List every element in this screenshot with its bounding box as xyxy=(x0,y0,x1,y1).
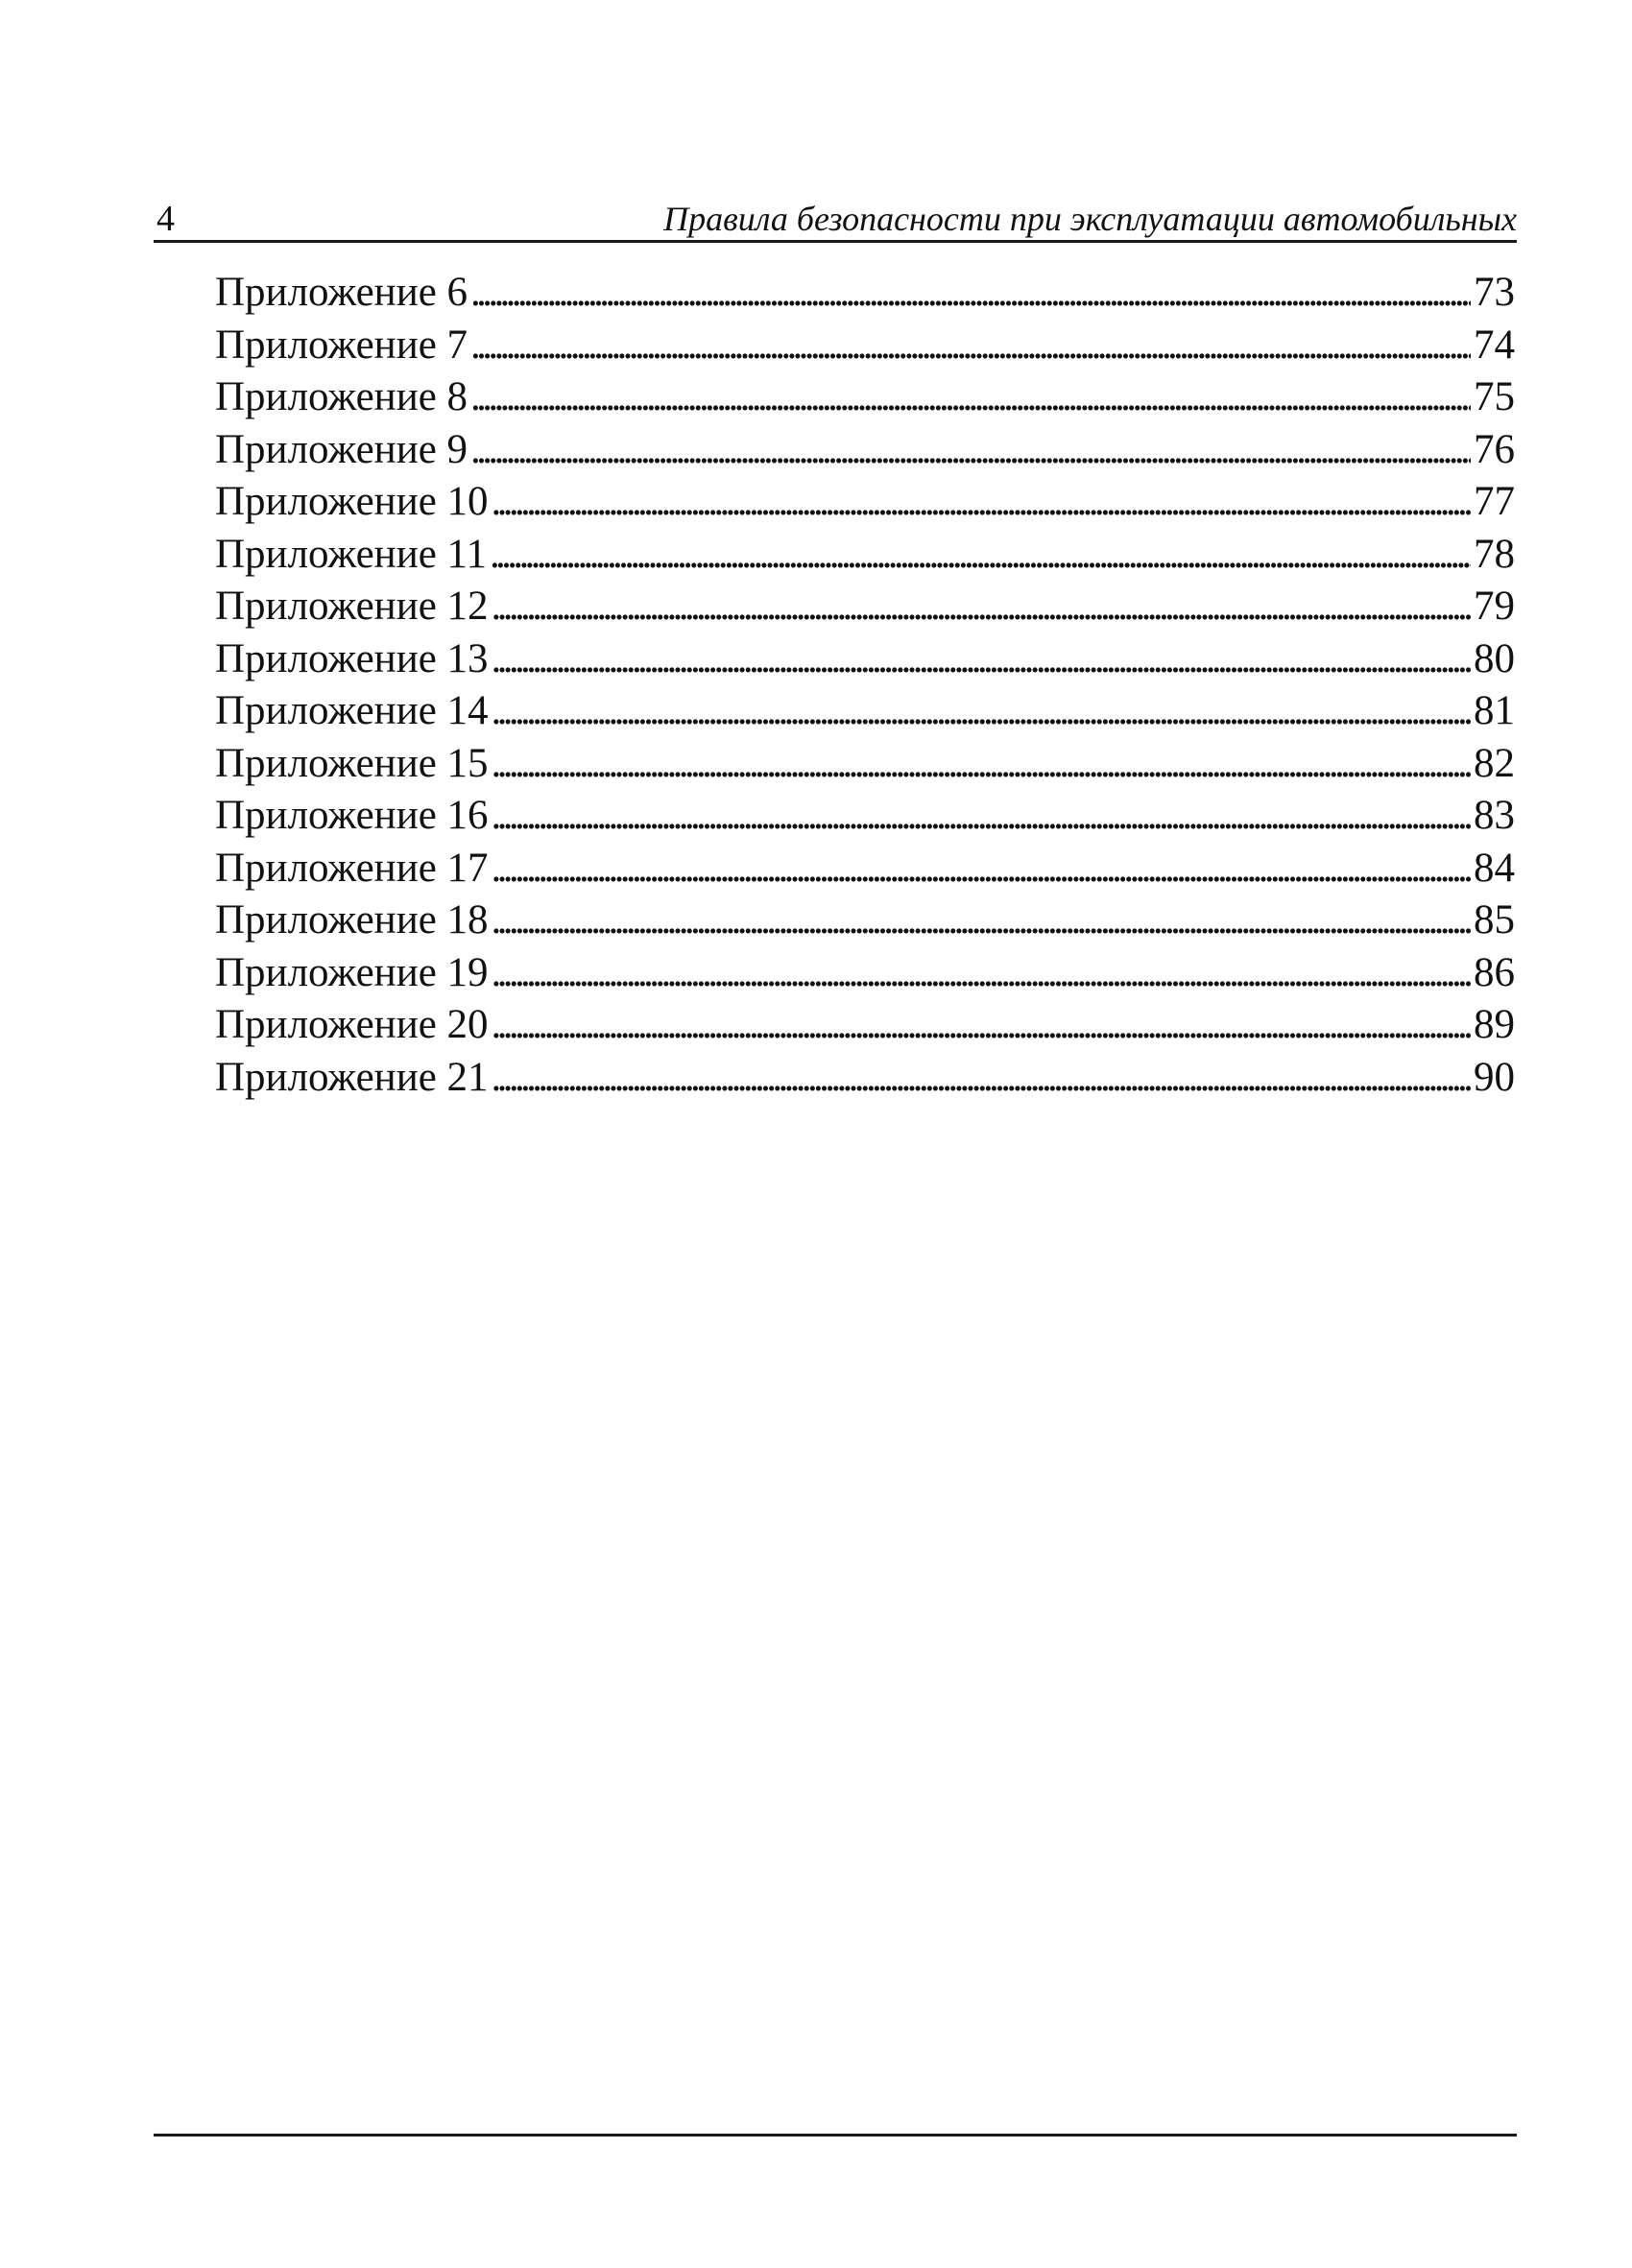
dot-leader xyxy=(470,320,1471,372)
toc-entry-title: Приложение 13 xyxy=(215,635,489,681)
dot-leader xyxy=(492,999,1471,1052)
toc-entry-title: Приложение 12 xyxy=(215,584,489,629)
toc-entry[interactable] xyxy=(215,947,1515,1000)
toc-entry[interactable] xyxy=(215,843,1515,895)
toc-entry-page: 75 xyxy=(1474,374,1515,419)
toc-entry[interactable] xyxy=(215,529,1515,582)
toc-entry-page: 90 xyxy=(1474,1054,1515,1100)
toc-entry-title: Приложение 7 xyxy=(215,322,468,368)
dot-leader xyxy=(492,685,1471,738)
page-header xyxy=(154,188,1517,243)
toc-entry[interactable] xyxy=(215,999,1515,1052)
toc-entry[interactable] xyxy=(215,633,1515,686)
toc-entry-title: Приложение 8 xyxy=(215,374,468,419)
toc-entry-title: Приложение 14 xyxy=(215,688,489,733)
dot-leader xyxy=(470,267,1471,320)
toc-entry-title: Приложение 15 xyxy=(215,740,489,786)
dot-leader xyxy=(492,947,1471,1000)
toc-entry[interactable] xyxy=(215,1052,1515,1105)
toc-entry-title: Приложение 17 xyxy=(215,845,489,891)
toc-entry-title: Приложение 10 xyxy=(215,479,489,524)
toc-entry-page: 77 xyxy=(1474,479,1515,524)
toc-entry-title: Приложение 16 xyxy=(215,793,489,838)
toc-entry-page: 79 xyxy=(1474,584,1515,629)
toc-entry[interactable] xyxy=(215,320,1515,372)
toc-entry[interactable] xyxy=(215,790,1515,843)
dot-leader xyxy=(492,738,1471,791)
dot-leader xyxy=(492,895,1471,947)
toc-entry[interactable] xyxy=(215,738,1515,791)
toc-entry-page: 74 xyxy=(1474,322,1515,368)
toc-entry[interactable] xyxy=(215,581,1515,633)
toc-entry-page: 89 xyxy=(1474,1002,1515,1047)
dot-leader xyxy=(470,424,1471,477)
toc-entry[interactable] xyxy=(215,685,1515,738)
footer-rule xyxy=(154,2134,1517,2137)
toc-entry-title: Приложение 20 xyxy=(215,1002,489,1047)
dot-leader xyxy=(490,529,1471,582)
toc-entry-page: 85 xyxy=(1474,897,1515,943)
running-title: Правила безопасности при эксплуатации автомобильных xyxy=(663,200,1517,238)
toc-entry-page: 81 xyxy=(1474,688,1515,733)
dot-leader xyxy=(492,476,1471,529)
toc-entry[interactable] xyxy=(215,424,1515,477)
toc-entry-page: 83 xyxy=(1474,793,1515,838)
toc-entry-title: Приложение 21 xyxy=(215,1054,489,1100)
dot-leader xyxy=(492,1052,1471,1105)
toc-entry[interactable] xyxy=(215,267,1515,320)
toc-entry-page: 76 xyxy=(1474,426,1515,472)
dot-leader xyxy=(470,371,1471,424)
toc-entry-title: Приложение 18 xyxy=(215,897,489,943)
dot-leader xyxy=(492,581,1471,633)
toc-entry-page: 80 xyxy=(1474,635,1515,681)
table-of-contents xyxy=(215,267,1515,1104)
toc-entry-title: Приложение 19 xyxy=(215,949,489,995)
dot-leader xyxy=(492,633,1471,686)
page-number: 4 xyxy=(156,199,175,239)
toc-entry-page: 84 xyxy=(1474,845,1515,891)
toc-entry-page: 86 xyxy=(1474,949,1515,995)
toc-entry-page: 78 xyxy=(1474,531,1515,577)
dot-leader xyxy=(492,843,1471,895)
toc-entry-page: 82 xyxy=(1474,740,1515,786)
toc-entry[interactable] xyxy=(215,895,1515,947)
toc-entry-title: Приложение 6 xyxy=(215,270,468,315)
toc-entry[interactable] xyxy=(215,371,1515,424)
toc-entry-title: Приложение 11 xyxy=(215,531,487,577)
toc-entry-title: Приложение 9 xyxy=(215,426,468,472)
dot-leader xyxy=(492,790,1471,843)
toc-entry[interactable] xyxy=(215,476,1515,529)
toc-entry-page: 73 xyxy=(1474,270,1515,315)
